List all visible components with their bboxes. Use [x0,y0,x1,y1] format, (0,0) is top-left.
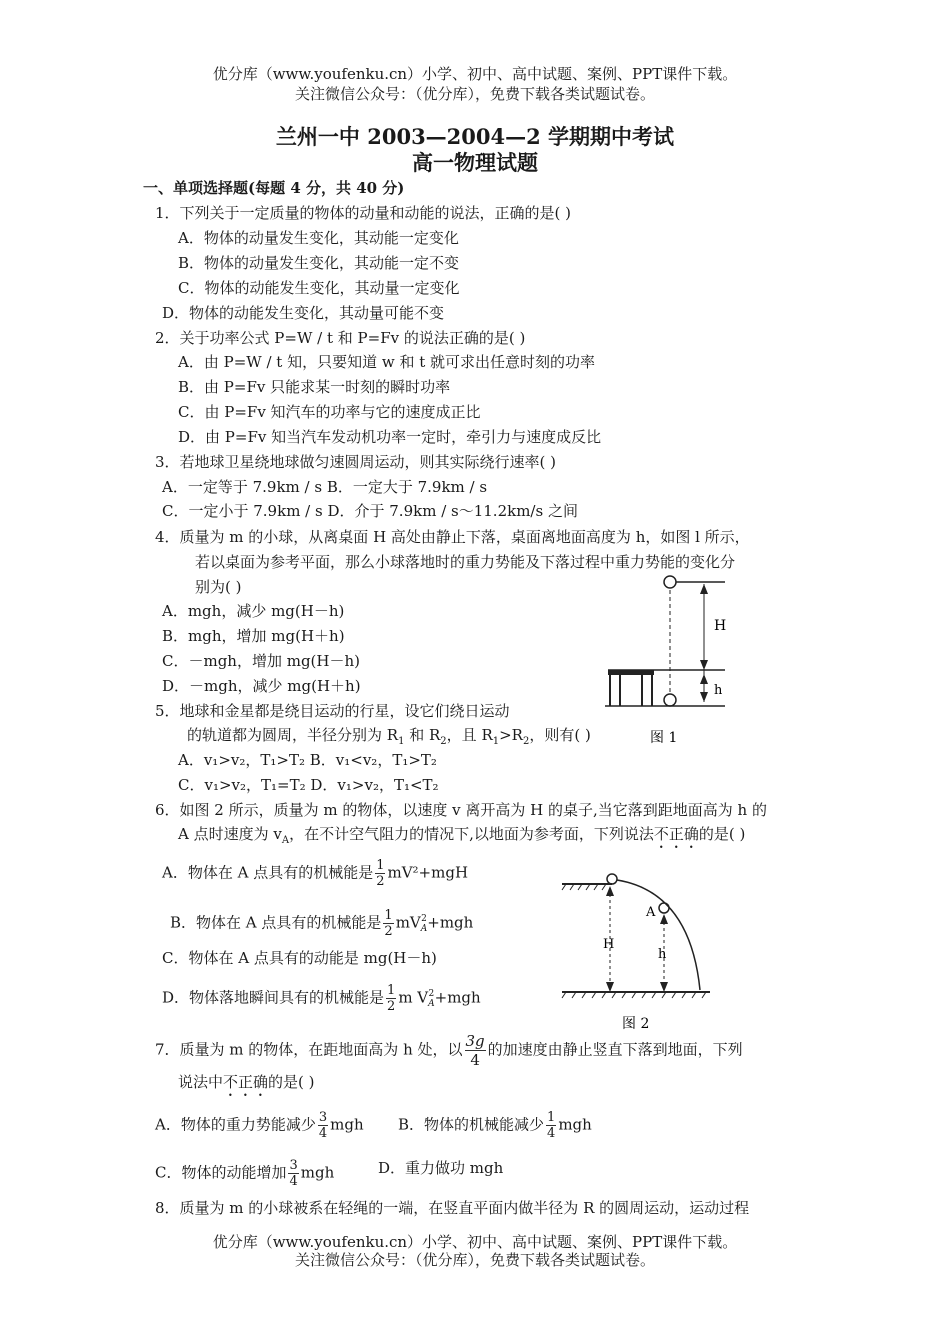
q5-options-ab: A．v₁>v₂，T₁>T₂ B．v₁<v₂，T₁>T₂ [178,751,437,769]
q2-option-d: D．由 P=Fv 知当汽车发动机功率一定时，牵引力与速度成反比 [178,428,602,446]
q2-option-b: B．由 P=Fv 只能求某一时刻的瞬时功率 [178,378,451,396]
q4-option-c: C．－mgh，增加 mg(H－h) [162,652,361,670]
fig1-label-H: H [714,618,727,634]
header-line-1: 优分库（www.youfenku.cn）小学、初中、高中试题、案例、PPT课件下载。 [212,65,738,83]
q1-option-d: D．物体的动能发生变化，其动量可能不变 [162,304,445,322]
fig2-ball-A [659,903,669,913]
figure-1 [600,570,740,750]
fig2-trajectory [617,880,700,990]
q7-option-b: B．物体的机械能减少 $\frac{1}{4}$ mgh [398,1110,592,1141]
q4-option-d: D．－mgh，减少 mg(H＋h) [162,677,361,695]
q1-option-c: C．物体的动能发生变化，其动量一定变化 [178,279,460,297]
q4-stem-line-2: 若以桌面为参考平面，那么小球落地时的重力势能及下落过程中重力势能的变化分 [195,553,736,571]
fig1-label-h: h [714,683,723,698]
q3-stem: 3．若地球卫星绕地球做匀速圆周运动，则其实际绕行速率( ) [155,453,557,471]
q1-option-b: B．物体的动量发生变化，其动能一定不变 [178,254,460,272]
fig2-caption: 图 2 [622,1016,650,1032]
q6-stem-line-1: 6．如图 2 所示，质量为 m 的物体，以速度 v 离开高为 H 的桌子,当它落到距地面高为 h 的 [155,801,767,819]
header-line-2: 关注微信公众号：（优分库），免费下载各类试题试卷。 [294,85,655,103]
q4-stem-line-1: 4．质量为 m 的小球，从离桌面 H 高处由静止下落，桌面离地面高度为 h，如图 l 所示， [155,528,750,546]
figure-2 [560,872,720,1037]
q4-stem-line-3: 别为( ) [195,578,242,596]
fig2-label-h: h [658,947,667,962]
fig1-ball-bottom [664,694,676,706]
q2-option-c: C．由 P=Fv 知汽车的功率与它的速度成正比 [178,403,481,421]
q5-stem-line-1: 5．地球和金星都是绕目运动的行星，设它们绕日运动 [155,702,510,720]
q6-option-b: B．物体在 A 点具有的机械能是 $\frac{1}{2}$ mV 2 A +mgh [170,908,474,939]
q1-option-a: A．物体的动量发生变化，其动能一定变化 [178,229,459,247]
q5-stem-line-2: 的轨道都为圆周，半径分别为 $R_1$ 和 $R_2$，且 $R_1>R_2$，则有( ) [187,726,591,747]
fig2-ball-start [607,874,617,884]
q6-option-d: D．物体落地瞬间具有的机械能是 $\frac{1}{2}$ m V 2 A +mgh [162,983,481,1014]
q6-option-a: A．物体在 A 点具有的机械能是 $\frac{1}{2}$ mV²+mgH [162,858,469,889]
q6-option-c: C．物体在 A 点具有的动能是 mg(H－h) [162,949,437,967]
q5-options-cd: C．v₁>v₂，T₁=T₂ D．v₁>v₂，T₁<T₂ [178,776,439,794]
q7-option-a: A．物体的重力势能减少 $\frac{3}{4}$ mgh [155,1110,364,1141]
q7-stem-line-2: 说法中不正确的是( ) [178,1073,315,1091]
q6-stem-line-2: A 点时速度为 $v_A$，在不计空气阻力的情况下,以地面为参考面，下列说法不正确的是( ) [178,825,746,846]
q2-stem: 2．关于功率公式 P=W / t 和 P=Fv 的说法正确的是( ) [155,329,526,347]
fig2-label-H: H [603,937,615,952]
q4-option-a: A．mgh，减少 mg(H－h) [162,602,345,620]
exam-title: 兰州一中 2003—2004—2 学期期中考试 [275,124,675,149]
exam-subtitle: 高一物理试题 [412,150,538,175]
q4-option-b: B．mgh，增加 mg(H＋h) [162,627,345,645]
q7-stem-line-1: 7．质量为 m 的物体，在距地面高为 h 处，以 $\frac{3g}{4}$ 的加速度由静止竖直下落到地面，下列 [155,1032,743,1069]
q7-option-c: C．物体的动能增加 $\frac{3}{4}$ mgh [155,1158,335,1189]
footer-line-1: 优分库（www.youfenku.cn）小学、初中、高中试题、案例、PPT课件下载。 [212,1233,738,1251]
q2-option-a: A．由 P=W / t 知，只要知道 w 和 t 就可求出任意时刻的功率 [178,353,596,371]
fig1-caption: 图 1 [650,730,678,746]
section-heading: 一、单项选择题(每题 4 分，共 40 分) [143,179,405,197]
q1-stem: 1．下列关于一定质量的物体的动量和动能的说法，正确的是( ) [155,204,572,222]
fig2-label-A: A [646,905,656,920]
q3-options-ab: A．一定等于 7.9km / s B．一定大于 7.9km / s [162,478,488,496]
q3-options-cd: C．一定小于 7.9km / s D．介于 7.9km / s～11.2km/s 之间 [162,502,578,520]
q7-option-d: D．重力做功 mgh [378,1159,504,1177]
q8-stem-line-1: 8．质量为 m 的小球被系在轻绳的一端，在竖直平面内做半径为 R 的圆周运动，运动过程 [155,1199,750,1217]
footer-line-2: 关注微信公众号：（优分库），免费下载各类试题试卷。 [294,1251,655,1269]
fig1-ball-top [664,576,676,588]
